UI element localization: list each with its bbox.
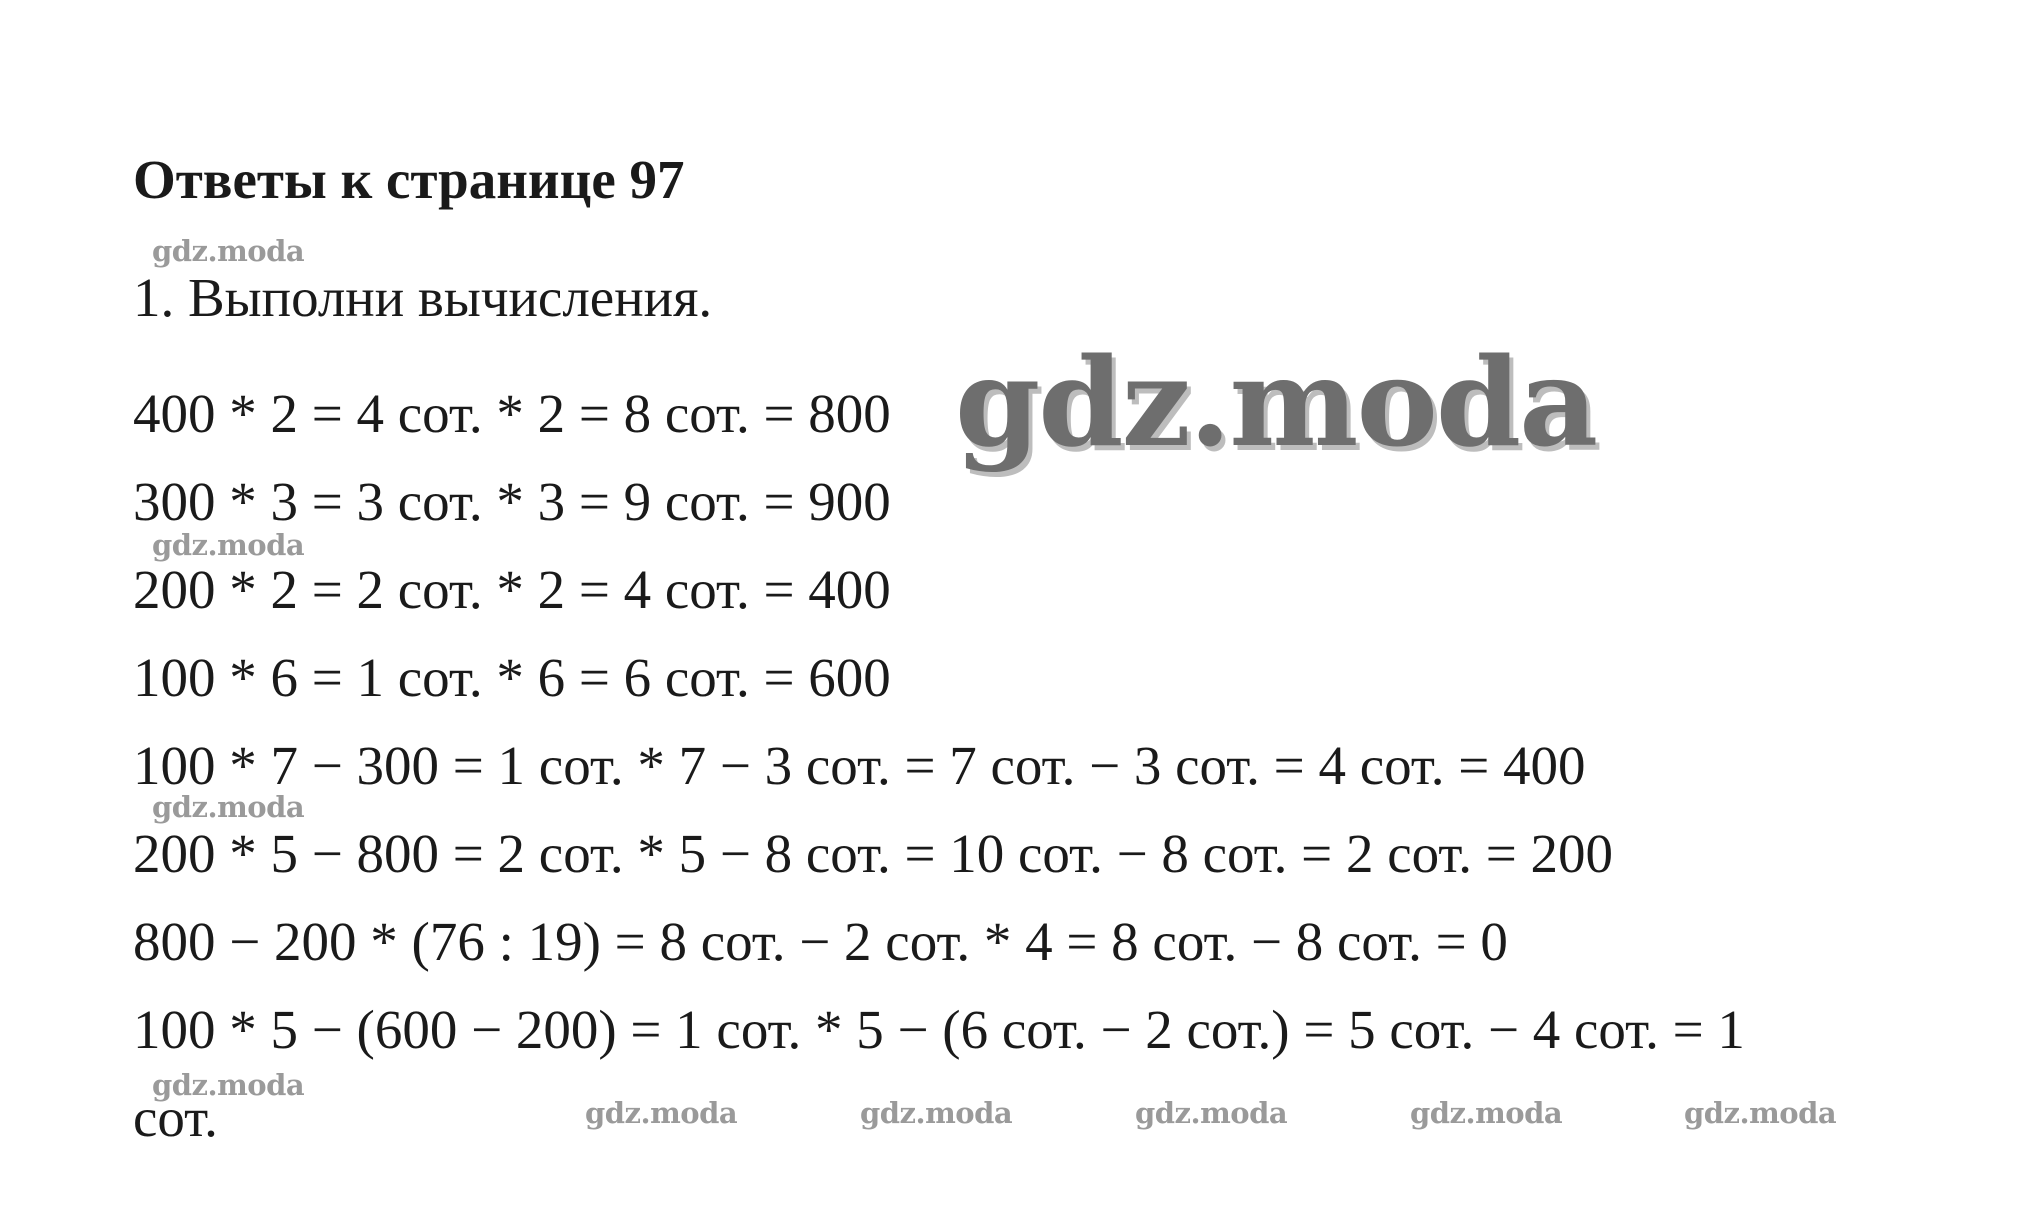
watermark: gdz.moda: [152, 528, 305, 562]
calculation-line: 100 * 7 − 300 = 1 сот. * 7 − 3 сот. = 7 сот. − 3 сот. = 4 сот. = 400: [133, 735, 1586, 796]
watermark: gdz.moda: [152, 1068, 305, 1102]
watermark: gdz.moda: [860, 1096, 1013, 1130]
watermark-large: gdz.moda: [955, 330, 1597, 474]
watermark: gdz.moda: [152, 234, 305, 268]
calculation-line: 100 * 6 = 1 сот. * 6 = 6 сот. = 600: [133, 647, 891, 708]
calculation-line: 400 * 2 = 4 сот. * 2 = 8 сот. = 800: [133, 383, 891, 444]
watermark: gdz.moda: [585, 1096, 738, 1130]
watermark: gdz.moda: [1410, 1096, 1563, 1130]
calculation-line: 100 * 5 − (600 − 200) = 1 сот. * 5 − (6 сот. − 2 сот.) = 5 сот. − 4 сот. = 1: [133, 999, 1745, 1060]
watermark: gdz.moda: [1135, 1096, 1288, 1130]
calculation-line: 200 * 5 − 800 = 2 сот. * 5 − 8 сот. = 10 сот. − 8 сот. = 2 сот. = 200: [133, 823, 1614, 884]
page-title: Ответы к странице 97: [133, 149, 685, 210]
calculation-line: 200 * 2 = 2 сот. * 2 = 4 сот. = 400: [133, 559, 891, 620]
watermark: gdz.moda: [1684, 1096, 1837, 1130]
task-heading: 1. Выполни вычисления.: [133, 267, 713, 328]
calculation-line-continuation: сот.: [133, 1087, 218, 1148]
calculation-line: 800 − 200 * (76 : 19) = 8 сот. − 2 сот. * 4 = 8 сот. − 8 сот. = 0: [133, 911, 1508, 972]
calculation-line: 300 * 3 = 3 сот. * 3 = 9 сот. = 900: [133, 471, 891, 532]
watermark: gdz.moda: [152, 790, 305, 824]
